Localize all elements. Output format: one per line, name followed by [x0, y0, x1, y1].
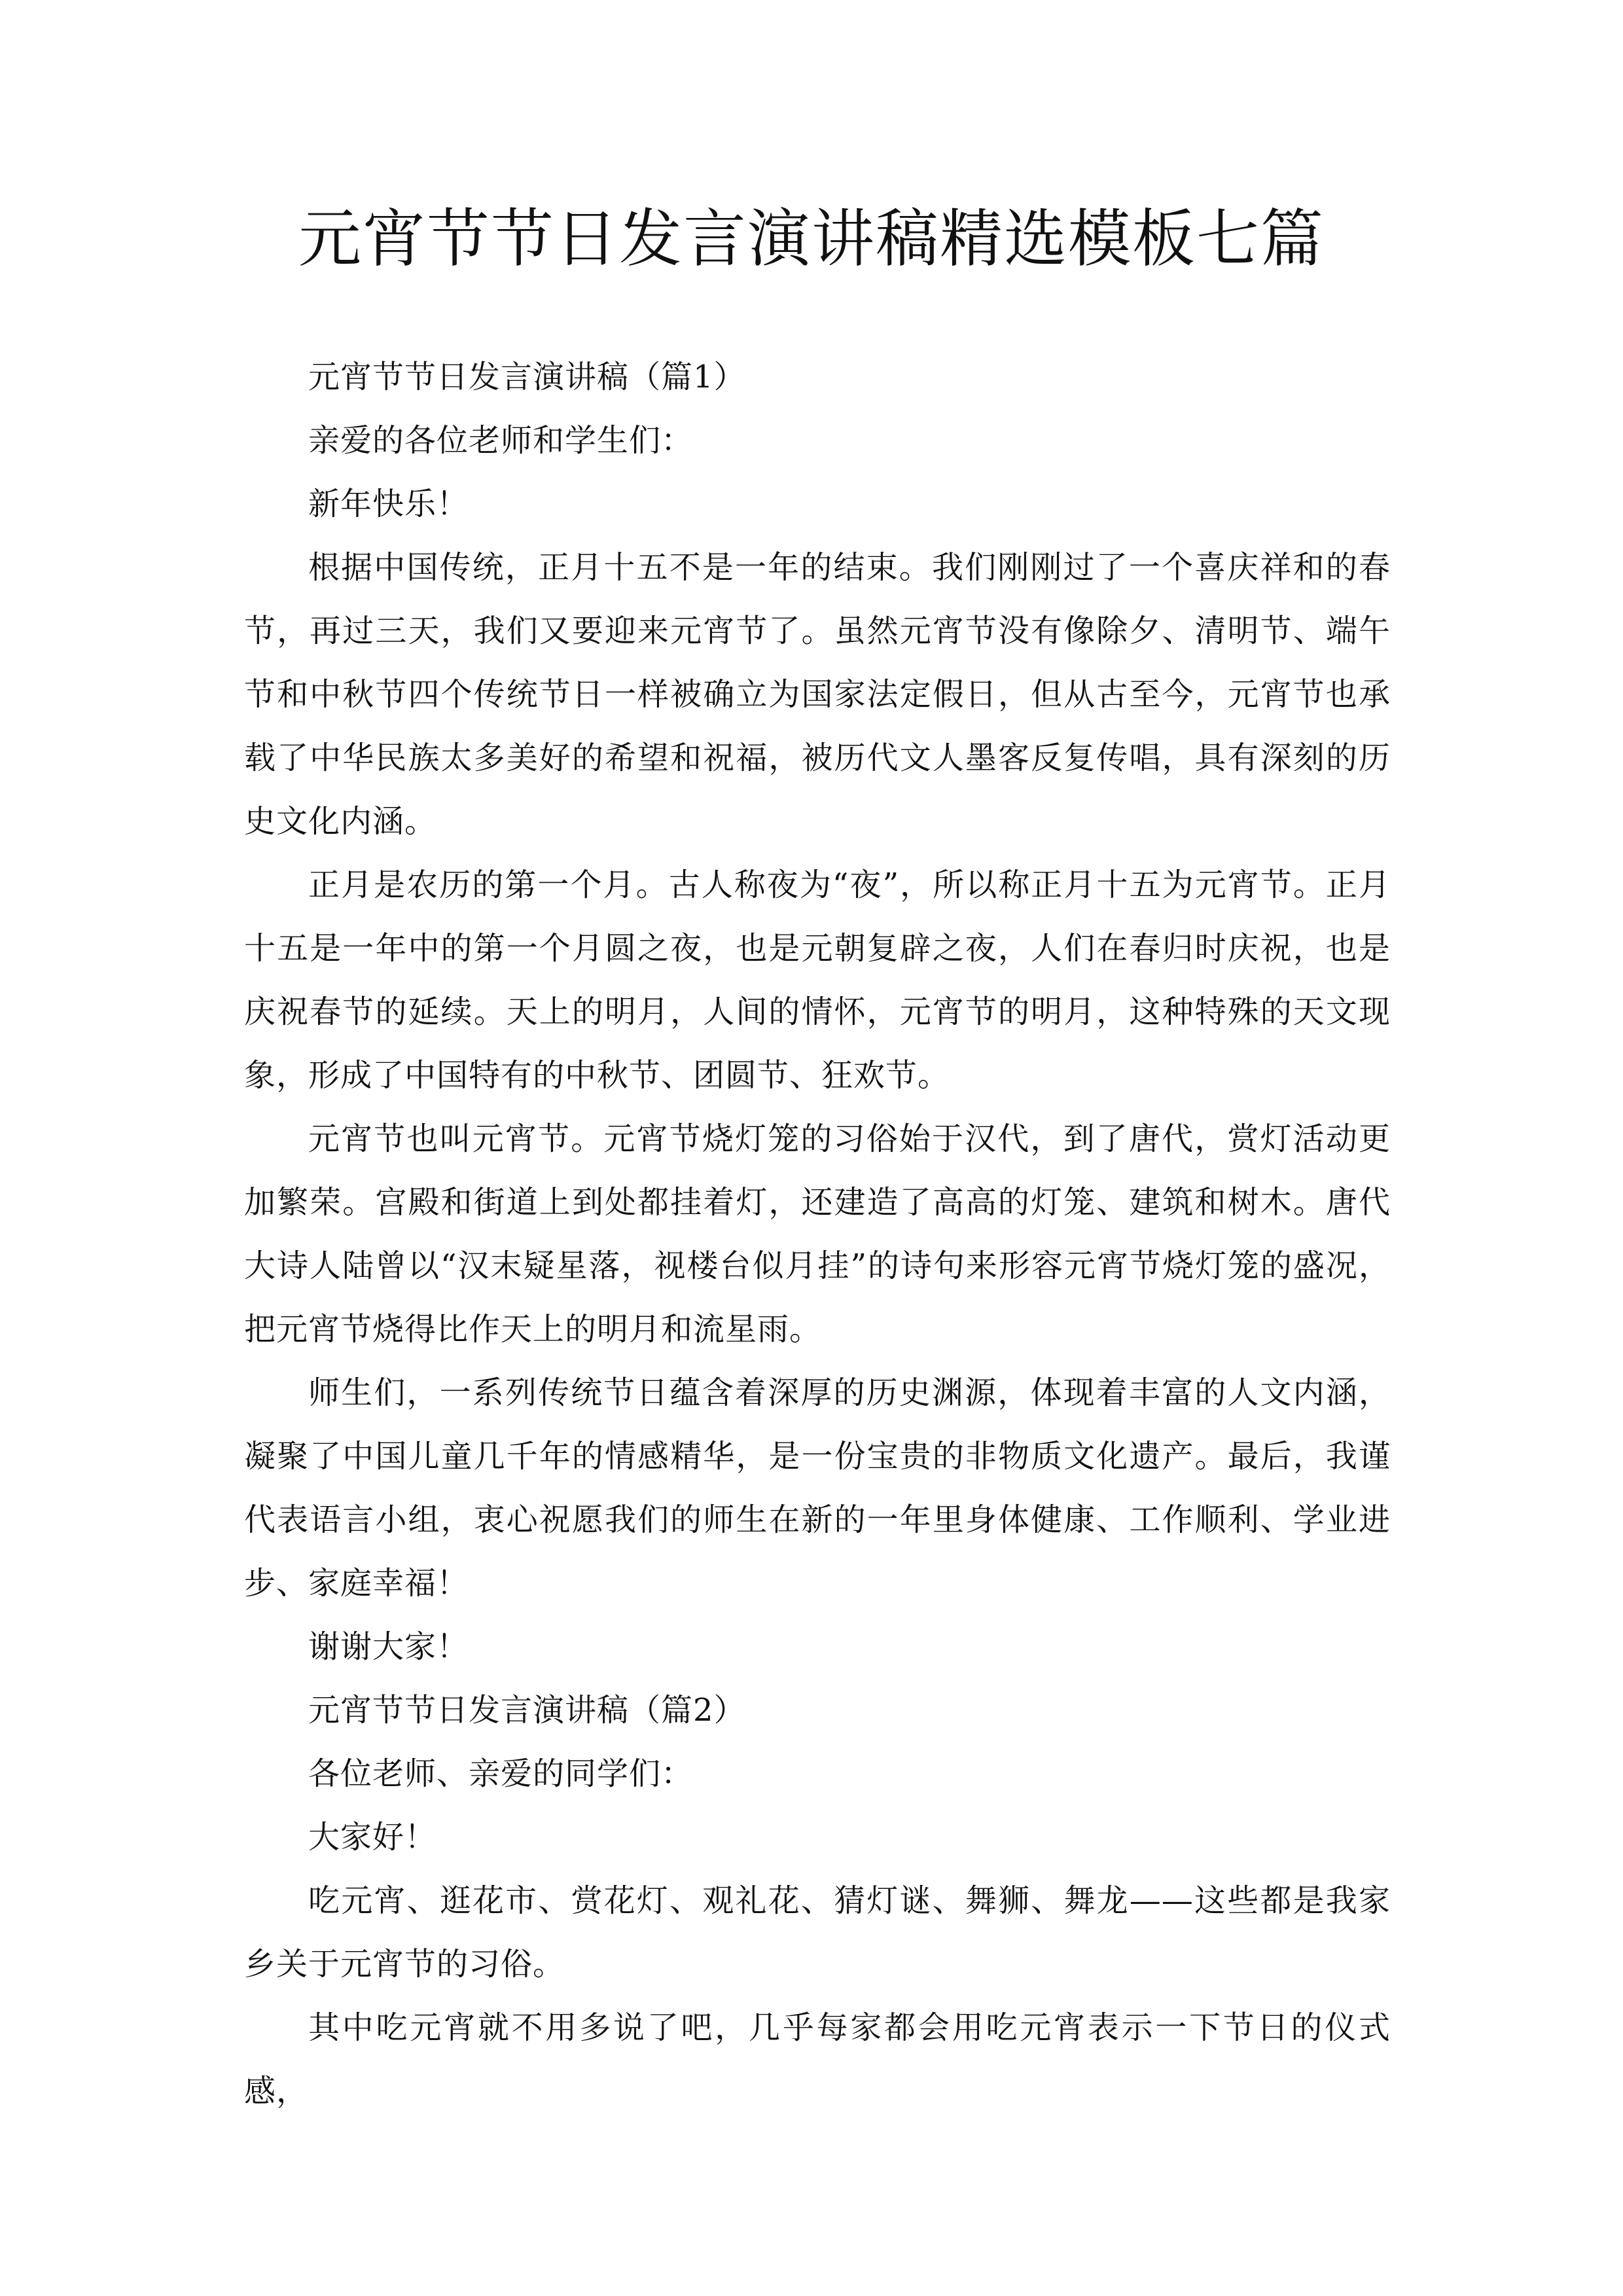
document-body	[244, 346, 1391, 2123]
document-title: 元宵节节日发言演讲稿精选模板七篇	[298, 202, 1325, 276]
greeting: 新年快乐！	[308, 486, 469, 522]
paragraph: 正月是农历的第一个月。古人称夜为“夜”，所以称正月十五为元宵节。正月十五是一年中的第一个月圆之夜，也是元朝复辟之夜，人们在春归时庆祝，也是庆祝春节的延续。天上的明月，人间的情怀，元宵节的明月，这种特殊的天文现象，形成了中国特有的中秋节、团圆节、狂欢节。	[244, 867, 1391, 1094]
greeting: 大家好！	[308, 1819, 437, 1856]
closing: 谢谢大家！	[308, 1628, 469, 1665]
salutation: 各位老师、亲爱的同学们：	[308, 1755, 694, 1792]
paragraph: 师生们，一系列传统节日蕴含着深厚的历史渊源，体现着丰富的人文内涵，凝聚了中国儿童几千年的情感精华，是一份宝贵的非物质文化遗产。最后，我谨代表语言小组，衷心祝愿我们的师生在新的一年里身体健康、工作顺利、学业进步、家庭幸福！	[244, 1374, 1391, 1602]
section-heading-1: 元宵节节日发言演讲稿（篇1）	[308, 359, 746, 395]
paragraph: 其中吃元宵就不用多说了吧，几乎每家都会用吃元宵表示一下节日的仪式感，	[244, 2009, 1391, 2109]
section-heading-2: 元宵节节日发言演讲稿（篇2）	[308, 1692, 746, 1729]
paragraph: 根据中国传统，正月十五不是一年的结束。我们刚刚过了一个喜庆祥和的春节，再过三天，我们又要迎来元宵节了。虽然元宵节没有像除夕、清明节、端午节和中秋节四个传统节日一样被确立为国家法定假日，但从古至今，元宵节也承载了中华民族太多美好的希望和祝福，被历代文人墨客反复传唱，具有深刻的历史文化内涵。	[244, 549, 1391, 840]
paragraph: 吃元宵、逛花市、赏花灯、观礼花、猜灯谜、舞狮、舞龙——这些都是我家乡关于元宵节的习俗。	[244, 1882, 1391, 1982]
salutation: 亲爱的各位老师和学生们：	[308, 422, 694, 459]
paragraph: 元宵节也叫元宵节。元宵节烧灯笼的习俗始于汉代，到了唐代，赏灯活动更加繁荣。宫殿和街道上到处都挂着灯，还建造了高高的灯笼、建筑和树木。唐代大诗人陆曾以“汉末疑星落，视楼台似月挂”的诗句来形容元宵节烧灯笼的盛况，把元宵节烧得比作天上的明月和流星雨。	[244, 1121, 1391, 1348]
